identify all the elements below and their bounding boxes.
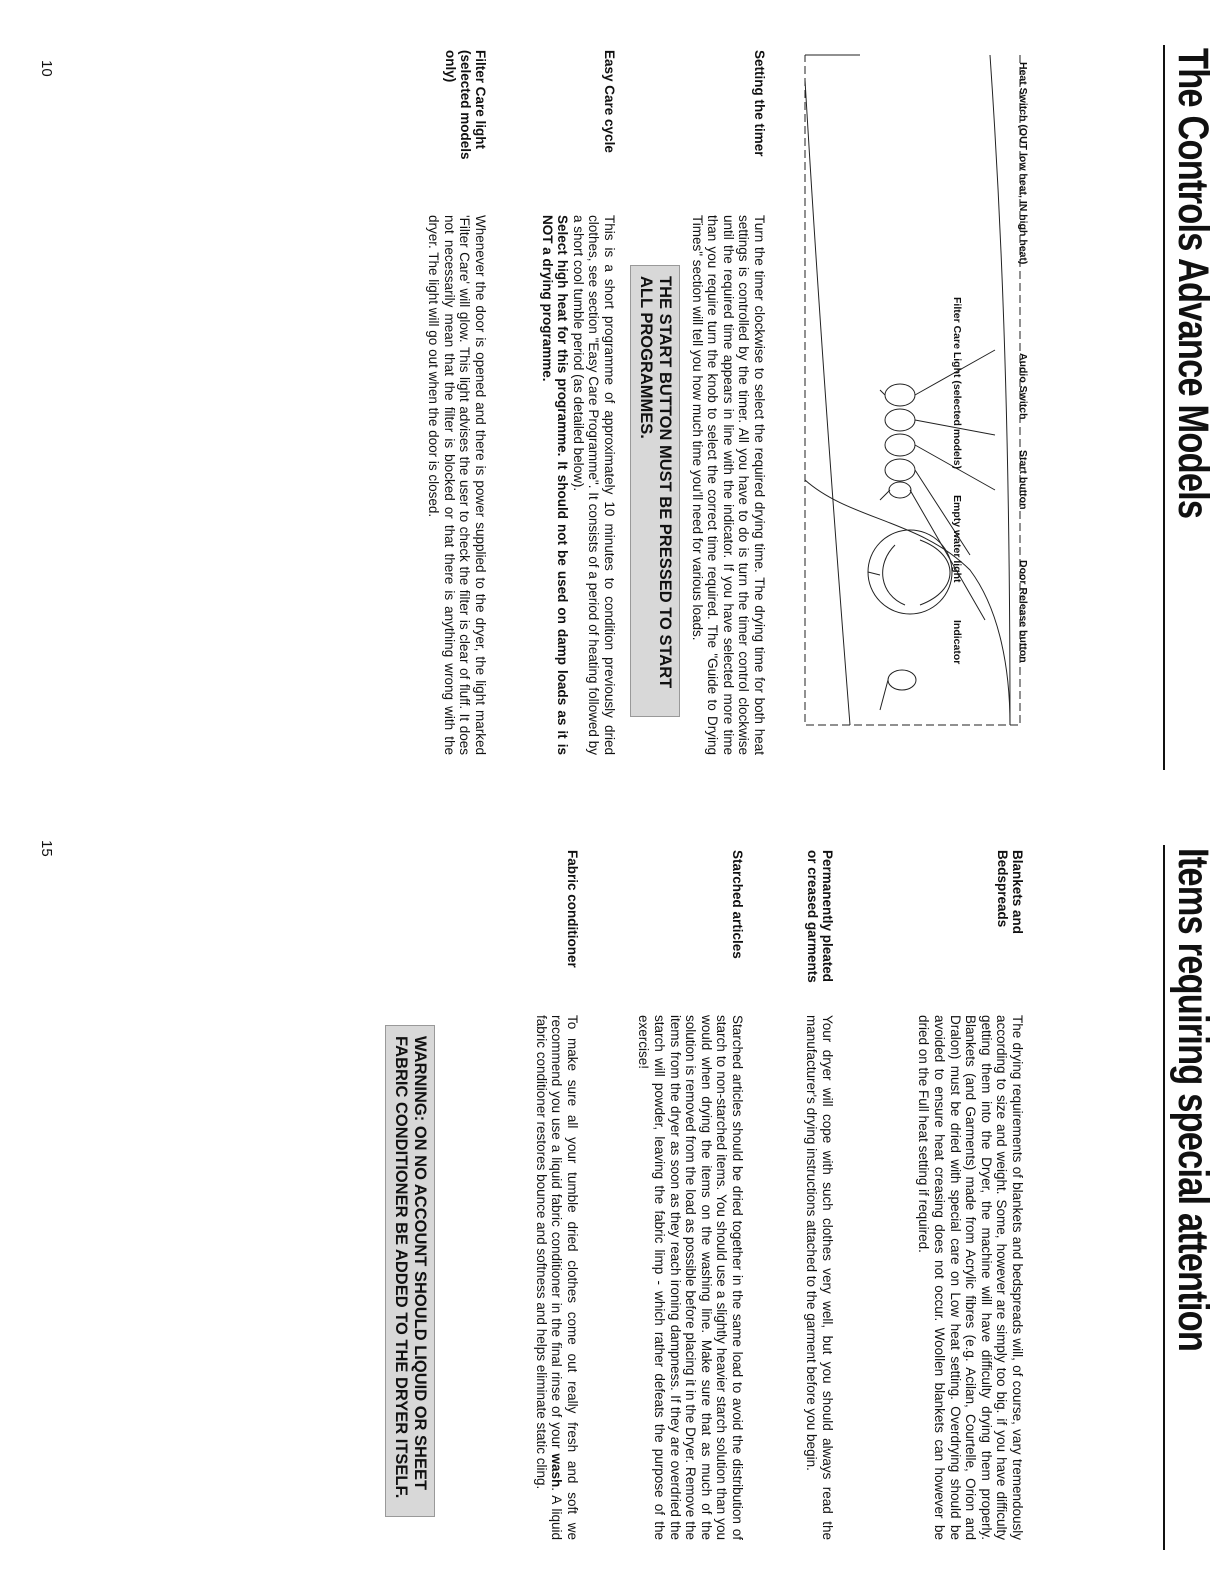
conditioner-text-1: To make sure all your tumble dried clothes come out really fresh and soft we recommend you use a liquid fabric conditioner in the final rinse of your: [549, 1015, 580, 1540]
page-title: The Controls Advance Models: [1169, 48, 1217, 519]
heading-blankets: Blankets and Bedspreads: [995, 850, 1025, 935]
text-setting-timer: Turn the timer clockwise to select the required drying time. The drying time for both heat settings is controlled by the timer. All you have to do is turn the timer control clockwise until the required time appears in line with the indicator. If you have selected more time than you require turn the knob to select the correct time required. The "Guide to Drying Times" section will tell you how much time you'll need for various loads.: [689, 215, 767, 755]
label-filter-care-light: Filter Care Light (selected models): [951, 297, 963, 470]
text-pleated: Your dryer will cope with such clothes very well, but you should always read the manufacturer's drying instructions attached to the garment before you begin.: [804, 1015, 835, 1540]
heading-pleated: Permanently pleated or creased garments: [805, 850, 835, 983]
text-starched: Starched articles should be dried together in the same load to avoid the distribution of starch to non-starched items. You should use a slightly heavier starch solution than you would when drying the items on the washing line. Make sure that as much of the solution is removed from the load as possible before placing it in the Dryer. Remove the items from the dryer as soon as they reach ironing dampness. If they are overdried the starch will powder, leaving the fabric limp - which rather defeats the purpose of the exercise!: [636, 1015, 745, 1540]
control-panel-diagram: [790, 50, 1030, 730]
label-start-button: Start button: [1017, 450, 1029, 510]
warning-notice: WARNING: ON NO ACCOUNT SHOULD LIQUID OR SHEET FABRIC CONDITIONER BE ADDED TO THE DRYER ITSELF.: [385, 1025, 435, 1517]
easy-care-paragraph: This is a short programme of approximately 10 minutes to condition previously dried clothes, see section "Easy Care Programme". It consists of a period of heating followed by a short cool tumble period (as detailed below).: [570, 215, 617, 755]
label-door-release-button: Door Release button: [1017, 560, 1029, 663]
text-conditioner: [533, 1015, 580, 1540]
left-page: [0, 0, 1225, 780]
title-rule-right: [1163, 845, 1165, 1550]
text-easy-care: [539, 215, 617, 755]
page-number-left: 10: [38, 60, 55, 77]
conditioner-text-2: . A liquid fabric conditioner restores bounce and softness and helps eliminate static cling.: [533, 1015, 565, 1540]
heading-starched: Starched articles: [730, 850, 745, 959]
page-number-right: 15: [38, 840, 55, 857]
heading-easy-care: Easy Care cycle: [602, 50, 617, 153]
label-audio-switch: Audio Switch: [1017, 353, 1029, 420]
heading-filter-care: Filter Care light (selected models only): [443, 50, 488, 160]
page-title-right: Items requiring special attention: [1169, 848, 1217, 1352]
easy-care-warning: Select high heat for this programme. It should not be used on damp loads as it is NOT a drying programme.: [539, 215, 571, 755]
right-page: [0, 800, 1225, 1560]
heading-setting-timer: Setting the timer: [752, 50, 767, 157]
text-blankets: The drying requirements of blankets and bedspreads will, of course, vary tremendously according to size and weight. Some, however are simply too big. if you have difficulty getting them into the Dryer, the machine will have difficulty drying them properly. Blankets (and Garments) made from Acrylic fibres (e.g. Acilan, Courtelle, Orion and Dralon) must be dried with special care on Low heat setting. Overdrying should be avoided to ensure heat creasing does not occur. Woollen blankets can however be dried on the Full heat setting if required.: [916, 1015, 1025, 1540]
text-filter-care: Whenever the door is opened and there is power supplied to the dryer, the light marked 'Filter Care' will glow. This light advises the user to check the filter is clear of fluff. It does not necessarily mean that the filter is blocked or that there is anything wrong with the dryer. The light will go out when the door is closed.: [426, 215, 488, 755]
title-rule: [1163, 45, 1165, 770]
heading-conditioner: Fabric conditioner: [565, 850, 580, 968]
start-button-notice: THE START BUTTON MUST BE PRESSED TO START ALL PROGRAMMES.: [630, 265, 680, 717]
label-empty-water-light: Empty water light: [951, 495, 963, 583]
label-heat-switch: Heat Switch (OUT low heat, IN high heat): [1017, 62, 1029, 265]
conditioner-text-bold: wash: [549, 1453, 565, 1488]
label-indicator: Indicator: [951, 620, 963, 665]
